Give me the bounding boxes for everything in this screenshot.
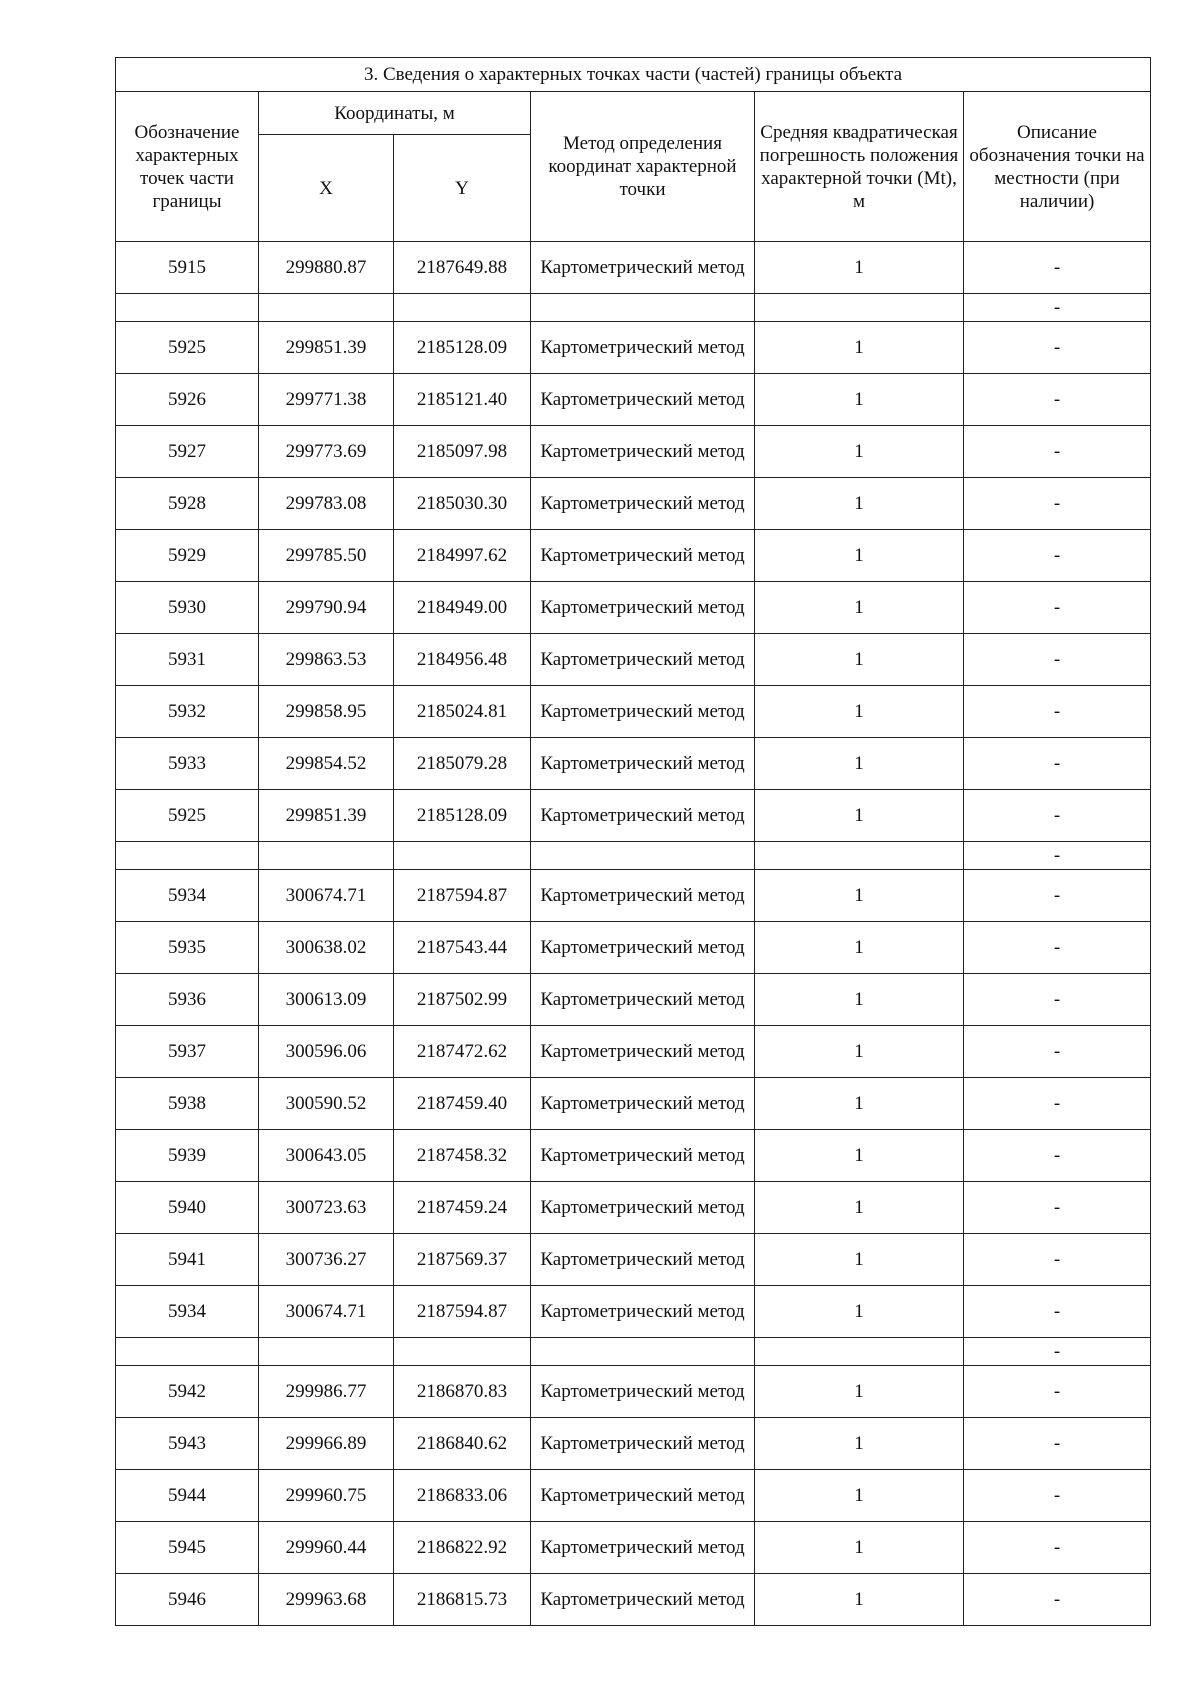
cell-error: 1	[755, 1574, 964, 1626]
cell-point	[116, 842, 259, 870]
cell-error: 1	[755, 426, 964, 478]
table-row	[116, 790, 1151, 842]
cell-point: 5936	[116, 974, 259, 1026]
table-row	[116, 870, 1151, 922]
table-body	[116, 242, 1151, 1626]
cell-method: Картометрический метод	[531, 1522, 755, 1574]
cell-point: 5945	[116, 1522, 259, 1574]
separator-row	[116, 842, 1151, 870]
cell-description: -	[964, 1470, 1151, 1522]
cell-description: -	[964, 1234, 1151, 1286]
cell-x: 299863.53	[259, 634, 394, 686]
cell-description: -	[964, 1522, 1151, 1574]
table-row	[116, 242, 1151, 294]
cell-x: 300674.71	[259, 870, 394, 922]
cell-x: 300723.63	[259, 1182, 394, 1234]
table-row	[116, 634, 1151, 686]
cell-y: 2187459.40	[394, 1078, 531, 1130]
cell-description: -	[964, 1338, 1151, 1366]
cell-point	[116, 294, 259, 322]
cell-description: -	[964, 1130, 1151, 1182]
cell-point: 5928	[116, 478, 259, 530]
cell-description: -	[964, 530, 1151, 582]
cell-method: Картометрический метод	[531, 922, 755, 974]
cell-y: 2185030.30	[394, 478, 531, 530]
cell-method: Картометрический метод	[531, 1286, 755, 1338]
cell-method: Картометрический метод	[531, 1234, 755, 1286]
table-row	[116, 1522, 1151, 1574]
cell-description: -	[964, 478, 1151, 530]
cell-description: -	[964, 738, 1151, 790]
cell-method: Картометрический метод	[531, 582, 755, 634]
cell-point: 5926	[116, 374, 259, 426]
cell-y: 2187472.62	[394, 1026, 531, 1078]
cell-point: 5944	[116, 1470, 259, 1522]
separator-row	[116, 294, 1151, 322]
cell-point: 5925	[116, 790, 259, 842]
cell-x: 299858.95	[259, 686, 394, 738]
table-row	[116, 1366, 1151, 1418]
cell-point: 5942	[116, 1366, 259, 1418]
cell-y: 2187594.87	[394, 1286, 531, 1338]
cell-y: 2187459.24	[394, 1182, 531, 1234]
cell-method: Картометрический метод	[531, 530, 755, 582]
cell-y: 2185079.28	[394, 738, 531, 790]
table-row	[116, 322, 1151, 374]
cell-y: 2187594.87	[394, 870, 531, 922]
table-row	[116, 922, 1151, 974]
header-description: Описание обозначения точки на местности (при наличии)	[964, 92, 1151, 242]
cell-x: 299783.08	[259, 478, 394, 530]
cell-description: -	[964, 1182, 1151, 1234]
table-row	[116, 738, 1151, 790]
cell-point: 5915	[116, 242, 259, 294]
cell-x: 299880.87	[259, 242, 394, 294]
table-row	[116, 1182, 1151, 1234]
cell-method: Картометрический метод	[531, 738, 755, 790]
cell-point: 5939	[116, 1130, 259, 1182]
cell-x: 300736.27	[259, 1234, 394, 1286]
cell-method: Картометрический метод	[531, 374, 755, 426]
table-row	[116, 1078, 1151, 1130]
cell-x	[259, 842, 394, 870]
table-row	[116, 530, 1151, 582]
cell-point: 5932	[116, 686, 259, 738]
cell-error: 1	[755, 1418, 964, 1470]
table-row	[116, 974, 1151, 1026]
cell-x: 299963.68	[259, 1574, 394, 1626]
cell-point: 5934	[116, 870, 259, 922]
cell-point: 5929	[116, 530, 259, 582]
table-row	[116, 426, 1151, 478]
table-row	[116, 686, 1151, 738]
cell-x: 300590.52	[259, 1078, 394, 1130]
cell-description: -	[964, 974, 1151, 1026]
header-point: Обозначение характерных точек части границы	[116, 92, 259, 242]
cell-x: 299773.69	[259, 426, 394, 478]
cell-error: 1	[755, 686, 964, 738]
table-row	[116, 1418, 1151, 1470]
cell-y: 2186815.73	[394, 1574, 531, 1626]
cell-description: -	[964, 634, 1151, 686]
cell-method: Картометрический метод	[531, 1366, 755, 1418]
cell-error	[755, 842, 964, 870]
cell-method: Картометрический метод	[531, 1182, 755, 1234]
cell-point: 5934	[116, 1286, 259, 1338]
table-row	[116, 1574, 1151, 1626]
cell-description: -	[964, 842, 1151, 870]
cell-error: 1	[755, 1522, 964, 1574]
cell-point: 5937	[116, 1026, 259, 1078]
cell-x	[259, 294, 394, 322]
cell-error: 1	[755, 374, 964, 426]
cell-x: 299851.39	[259, 790, 394, 842]
cell-point: 5931	[116, 634, 259, 686]
cell-y	[394, 1338, 531, 1366]
cell-method: Картометрический метод	[531, 1130, 755, 1182]
table-row	[116, 1234, 1151, 1286]
header-x: X	[259, 135, 394, 242]
table-row	[116, 582, 1151, 634]
header-y: Y	[394, 135, 531, 242]
cell-error: 1	[755, 790, 964, 842]
cell-description: -	[964, 1286, 1151, 1338]
table-row	[116, 1026, 1151, 1078]
cell-description: -	[964, 686, 1151, 738]
cell-y: 2187543.44	[394, 922, 531, 974]
cell-error: 1	[755, 922, 964, 974]
header-coords: Координаты, м	[259, 92, 531, 135]
cell-x	[259, 1338, 394, 1366]
cell-y: 2187649.88	[394, 242, 531, 294]
separator-row	[116, 1338, 1151, 1366]
cell-x: 299986.77	[259, 1366, 394, 1418]
cell-error: 1	[755, 634, 964, 686]
cell-description: -	[964, 582, 1151, 634]
cell-point: 5927	[116, 426, 259, 478]
cell-x: 299960.75	[259, 1470, 394, 1522]
cell-point: 5940	[116, 1182, 259, 1234]
table-row	[116, 478, 1151, 530]
cell-description: -	[964, 922, 1151, 974]
cell-x: 299771.38	[259, 374, 394, 426]
cell-point: 5933	[116, 738, 259, 790]
cell-method: Картометрический метод	[531, 870, 755, 922]
cell-method: Картометрический метод	[531, 1470, 755, 1522]
cell-method: Картометрический метод	[531, 790, 755, 842]
cell-x: 299854.52	[259, 738, 394, 790]
cell-y: 2187502.99	[394, 974, 531, 1026]
cell-description: -	[964, 374, 1151, 426]
cell-y: 2187569.37	[394, 1234, 531, 1286]
cell-error: 1	[755, 1234, 964, 1286]
cell-y: 2186870.83	[394, 1366, 531, 1418]
cell-point: 5930	[116, 582, 259, 634]
cell-y: 2184956.48	[394, 634, 531, 686]
cell-description: -	[964, 242, 1151, 294]
cell-y: 2186822.92	[394, 1522, 531, 1574]
cell-description: -	[964, 1026, 1151, 1078]
cell-method: Картометрический метод	[531, 426, 755, 478]
cell-error: 1	[755, 738, 964, 790]
table-row	[116, 1130, 1151, 1182]
cell-method: Картометрический метод	[531, 974, 755, 1026]
cell-x: 300638.02	[259, 922, 394, 974]
cell-error: 1	[755, 1026, 964, 1078]
cell-error	[755, 1338, 964, 1366]
cell-description: -	[964, 1574, 1151, 1626]
cell-error: 1	[755, 1182, 964, 1234]
cell-description: -	[964, 870, 1151, 922]
cell-y: 2185128.09	[394, 790, 531, 842]
cell-method: Картометрический метод	[531, 1026, 755, 1078]
cell-description: -	[964, 426, 1151, 478]
cell-method: Картометрический метод	[531, 1574, 755, 1626]
cell-method	[531, 842, 755, 870]
cell-description: -	[964, 1418, 1151, 1470]
cell-method	[531, 294, 755, 322]
cell-error: 1	[755, 1470, 964, 1522]
cell-y	[394, 842, 531, 870]
cell-error: 1	[755, 1366, 964, 1418]
cell-description: -	[964, 1366, 1151, 1418]
cell-error: 1	[755, 322, 964, 374]
cell-point: 5925	[116, 322, 259, 374]
cell-error: 1	[755, 530, 964, 582]
cell-point: 5938	[116, 1078, 259, 1130]
header-method: Метод определения координат характерной точки	[531, 92, 755, 242]
cell-point: 5946	[116, 1574, 259, 1626]
cell-error: 1	[755, 242, 964, 294]
cell-method: Картометрический метод	[531, 686, 755, 738]
cell-y: 2184997.62	[394, 530, 531, 582]
cell-error: 1	[755, 870, 964, 922]
cell-y: 2185024.81	[394, 686, 531, 738]
cell-error: 1	[755, 478, 964, 530]
cell-y: 2186833.06	[394, 1470, 531, 1522]
cell-method: Картометрический метод	[531, 634, 755, 686]
cell-point	[116, 1338, 259, 1366]
cell-x: 300674.71	[259, 1286, 394, 1338]
cell-point: 5943	[116, 1418, 259, 1470]
cell-x: 299966.89	[259, 1418, 394, 1470]
cell-error	[755, 294, 964, 322]
cell-description: -	[964, 1078, 1151, 1130]
cell-method	[531, 1338, 755, 1366]
cell-y: 2184949.00	[394, 582, 531, 634]
cell-y: 2185121.40	[394, 374, 531, 426]
cell-method: Картометрический метод	[531, 322, 755, 374]
cell-y	[394, 294, 531, 322]
cell-x: 300596.06	[259, 1026, 394, 1078]
cell-point: 5935	[116, 922, 259, 974]
cell-error: 1	[755, 1078, 964, 1130]
cell-description: -	[964, 294, 1151, 322]
table-row	[116, 1470, 1151, 1522]
cell-x: 300643.05	[259, 1130, 394, 1182]
cell-error: 1	[755, 974, 964, 1026]
cell-x: 299790.94	[259, 582, 394, 634]
characteristic-points-table	[115, 57, 1151, 1626]
cell-y: 2186840.62	[394, 1418, 531, 1470]
cell-method: Картометрический метод	[531, 1078, 755, 1130]
cell-description: -	[964, 790, 1151, 842]
cell-description: -	[964, 322, 1151, 374]
cell-x: 299785.50	[259, 530, 394, 582]
cell-y: 2185097.98	[394, 426, 531, 478]
cell-x: 300613.09	[259, 974, 394, 1026]
cell-method: Картометрический метод	[531, 242, 755, 294]
cell-x: 299851.39	[259, 322, 394, 374]
cell-method: Картометрический метод	[531, 478, 755, 530]
table-row	[116, 1286, 1151, 1338]
cell-x: 299960.44	[259, 1522, 394, 1574]
cell-method: Картометрический метод	[531, 1418, 755, 1470]
table-title: 3. Сведения о характерных точках части (частей) границы объекта	[116, 58, 1151, 92]
table-row	[116, 374, 1151, 426]
cell-y: 2187458.32	[394, 1130, 531, 1182]
cell-error: 1	[755, 1130, 964, 1182]
cell-y: 2185128.09	[394, 322, 531, 374]
cell-error: 1	[755, 1286, 964, 1338]
header-error: Средняя квадратическая погрешность положения характерной точки (Mt), м	[755, 92, 964, 242]
cell-error: 1	[755, 582, 964, 634]
cell-point: 5941	[116, 1234, 259, 1286]
